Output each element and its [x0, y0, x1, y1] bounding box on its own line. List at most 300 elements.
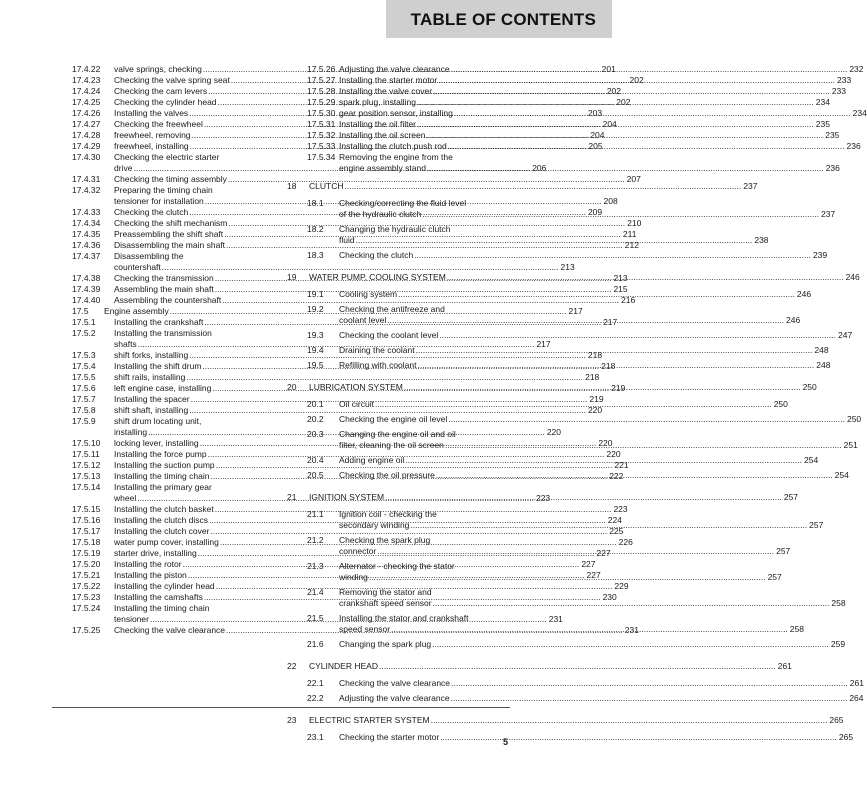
dot-leader	[440, 732, 837, 743]
toc-entry-number: 17.4.35	[72, 229, 101, 239]
toc-entry-text	[339, 289, 811, 300]
toc-entry	[72, 174, 641, 185]
toc-entry-title: Checking the cam levers	[114, 86, 208, 96]
toc-entry-title: shafts	[114, 339, 137, 349]
toc-chapter-text	[309, 715, 844, 726]
dot-leader	[344, 181, 741, 192]
toc-entry-line: Installing the primary gear	[114, 482, 212, 492]
dot-leader	[414, 250, 811, 261]
toc-entry-last-line	[339, 345, 829, 356]
toc-entry-title: Installing the valve cover	[339, 86, 433, 96]
toc-entry-text	[339, 613, 804, 635]
toc-entry-title: Installing the starter motor	[339, 75, 438, 85]
toc-entry	[307, 250, 828, 261]
dot-leader	[433, 86, 830, 97]
toc-entry-number: 17.4.37	[72, 251, 101, 261]
toc-entry-number: 17.5.33	[307, 141, 336, 151]
toc-entry-text	[339, 639, 845, 650]
toc-entry-last-line	[339, 399, 788, 410]
toc-entry-number: 21.5	[307, 613, 324, 623]
toc-entry-title: countershaft	[114, 262, 161, 272]
toc-chapter-text	[309, 492, 798, 503]
toc-entry-title: starter drive, installing	[114, 548, 197, 558]
toc-entry-title: Installing the clutch discs	[114, 515, 209, 525]
toc-entry-last-line	[339, 209, 835, 220]
toc-entry-line: Checking the spark plug	[339, 535, 431, 545]
toc-entry-line: Installing the timing chain	[114, 603, 210, 613]
toc-entry-title: freewheel, installing	[114, 141, 189, 151]
toc-entry-line: shift drum locating unit,	[114, 416, 202, 426]
toc-entry-page: 208	[603, 196, 618, 206]
toc-entry-title: shift rails, installing	[114, 372, 186, 382]
toc-entry-text	[339, 64, 864, 75]
toc-entry-page: 221	[614, 460, 629, 470]
page-number: 5	[503, 737, 509, 747]
toc-entry-number: 22.1	[307, 678, 324, 688]
toc-entry-number: 17.5.14	[72, 482, 101, 492]
toc-entry-last-line	[339, 315, 800, 326]
toc-entry-page: 236	[825, 163, 840, 173]
toc-entry-text	[339, 108, 867, 119]
dot-leader	[451, 693, 848, 704]
page-title: TABLE OF CONTENTS	[410, 10, 596, 29]
toc-entry-page: 223	[535, 493, 551, 503]
toc-entry-title: drive	[114, 163, 133, 173]
toc-entry-page: 202	[616, 97, 631, 107]
toc-entry-page: 217	[603, 317, 618, 327]
toc-entry-line: Removing the engine from the	[339, 152, 453, 162]
toc-entry-text	[339, 470, 849, 481]
toc-entry-title: water pump cover, installing	[114, 537, 219, 547]
toc-entry-number: 17.4.22	[72, 64, 101, 74]
toc-entry-number: 17.4.28	[72, 130, 101, 140]
toc-entry-title: Adjusting the valve clearance	[339, 64, 450, 74]
toc-entry-last-line	[339, 163, 840, 174]
toc-entry-text	[339, 678, 864, 689]
dot-leader	[417, 360, 814, 371]
toc-entry-title: tensioner	[114, 614, 149, 624]
toc-chapter-title: IGNITION SYSTEM	[309, 492, 385, 502]
toc-entry-title: Installing the camshafts	[114, 592, 203, 602]
toc-entry-title: crankshaft speed sensor	[339, 598, 432, 608]
toc-entry-title: Oil circuit	[339, 399, 374, 409]
toc-entry-page: 258	[831, 598, 846, 608]
toc-entry-title: valve springs, checking	[114, 64, 202, 74]
toc-entry-title: engine assembly stand	[339, 163, 426, 173]
toc-entry-number: 17.5.25	[72, 625, 101, 635]
toc-entry-number: 17.4.39	[72, 284, 101, 294]
toc-entry-page: 235	[815, 119, 830, 129]
toc-entry	[72, 526, 624, 537]
toc-entry-page: 251	[843, 440, 858, 450]
toc-entry-last-line	[339, 108, 867, 119]
entry-gap	[287, 261, 511, 265]
toc-entry-title: left engine case, installing	[114, 383, 212, 393]
toc-entry-title: Checking the timing assembly	[114, 174, 227, 184]
toc-entry-last-line	[339, 86, 846, 97]
toc-entry-last-line	[339, 75, 851, 86]
dot-leader	[436, 470, 833, 481]
toc-entry-title: of the hydraulic clutch	[339, 209, 422, 219]
toc-entry-number: 21.1	[307, 509, 324, 519]
toc-entry-page: 246	[786, 315, 801, 325]
toc-entry-title: coolant level	[339, 315, 387, 325]
toc-entry-title: Installing the clutch push rod	[339, 141, 447, 151]
dot-leader	[405, 455, 802, 466]
toc-entry-page: 213	[560, 262, 575, 272]
toc-entry-text	[339, 455, 818, 466]
toc-entry-last-line	[339, 330, 852, 341]
toc-entry-title: Checking the cylinder head	[114, 97, 217, 107]
toc-entry-page: 224	[607, 515, 622, 525]
toc-entry-page: 218	[587, 350, 603, 360]
toc-entry-number: 21.3	[307, 561, 324, 571]
toc-entry-number: 17.4.24	[72, 86, 101, 96]
toc-entry-text	[339, 429, 858, 451]
toc-entry-page: 227	[586, 570, 601, 580]
toc-entry-page: 231	[548, 614, 563, 624]
toc-entry-page: 258	[789, 624, 804, 634]
toc-entry-last-line	[339, 130, 839, 141]
toc-entry-number: 17.4.26	[72, 108, 101, 118]
dot-leader	[404, 382, 801, 393]
toc-chapter-page: 237	[743, 181, 758, 191]
toc-chapter-page: 246	[845, 272, 860, 282]
toc-entry-page: 213	[613, 273, 628, 283]
toc-chapter-title: CLUTCH	[309, 181, 344, 191]
toc-entry-last-line	[339, 598, 846, 609]
toc-entry-title: shift shaft, installing	[114, 405, 189, 415]
toc-entry-title: Installing the timing chain	[114, 471, 210, 481]
toc-header-band	[386, 0, 612, 38]
footer-divider	[52, 707, 510, 708]
toc-entry-number: 17.5.20	[72, 559, 101, 569]
toc-entry-title: Adding engine oil	[339, 455, 405, 465]
toc-entry-last-line	[339, 64, 864, 75]
toc-entry-page: 202	[606, 86, 622, 96]
toc-entry-number: 20.5	[307, 470, 324, 480]
toc-entry-page: 226	[618, 537, 633, 547]
toc-entry-page: 264	[849, 693, 864, 703]
toc-entry	[307, 732, 854, 743]
toc-entry-number: 17.4.25	[72, 97, 101, 107]
toc-entry-number: 19.4	[307, 345, 324, 355]
toc-entry-page: 248	[816, 360, 831, 370]
toc-entry-title: Installing the shift drum	[114, 361, 202, 371]
toc-entry-text	[339, 509, 823, 531]
toc-entry-title: Installing the clutch basket	[114, 504, 214, 514]
toc-entry-text	[339, 130, 839, 141]
toc-entry-number: 17.5.29	[307, 97, 336, 107]
toc-entry-title: Installing the piston	[114, 570, 187, 580]
toc-chapter	[287, 715, 844, 726]
toc-entry-page: 204	[602, 119, 617, 129]
toc-entry-page: 257	[776, 546, 791, 556]
dot-leader	[379, 661, 776, 672]
toc-entry-title: installing	[114, 427, 148, 437]
toc-entry-title: Checking the valve clearance	[339, 678, 451, 688]
toc-entry-text	[339, 198, 835, 220]
dot-leader	[448, 141, 845, 152]
toc-entry-number: 18.3	[307, 250, 324, 260]
toc-entry-number: 17.4.31	[72, 174, 101, 184]
toc-entry-text	[339, 250, 827, 261]
toc-chapter-number: 23	[287, 715, 297, 725]
toc-chapter-text	[309, 382, 817, 393]
toc-entry-title: freewheel, removing	[114, 130, 191, 140]
toc-entry-title: Changing the spark plug	[339, 639, 432, 649]
entry-gap	[287, 650, 511, 654]
toc-entry-page: 218	[601, 361, 616, 371]
toc-entry-title: Checking the valve clearance	[114, 625, 226, 635]
toc-entry-page: 220	[598, 438, 613, 448]
toc-entry-page: 206	[532, 163, 547, 173]
toc-entry-line: Checking/correcting the fluid level	[339, 198, 467, 208]
toc-entry-page: 202	[629, 75, 644, 85]
toc-entry-page: 233	[831, 86, 847, 96]
toc-entry-number: 21.6	[307, 639, 324, 649]
dot-leader	[422, 209, 819, 220]
toc-chapter-number: 21	[287, 492, 297, 502]
toc-entry-last-line	[339, 440, 858, 451]
dot-leader	[391, 624, 788, 635]
toc-entry-page: 254	[803, 455, 819, 465]
toc-entry-page: 235	[825, 130, 840, 140]
toc-chapter-line	[309, 272, 860, 283]
toc-entry	[72, 372, 600, 383]
toc-entry-title: Cooling system	[339, 289, 398, 299]
toc-entry-title: Checking the oil pressure	[339, 470, 435, 480]
toc-entry-title: speed sensor	[339, 624, 391, 634]
dot-leader	[433, 598, 830, 609]
toc-entry-title: secondary winding	[339, 520, 410, 530]
toc-entry-title: Installing the spacer	[114, 394, 190, 404]
toc-entry-title: gear position sensor, installing	[339, 108, 453, 118]
toc-chapter-page: 265	[829, 715, 844, 725]
toc-entry-title: Checking the engine oil level	[339, 414, 448, 424]
dot-leader	[377, 546, 774, 557]
toc-entry-page: 261	[849, 678, 864, 688]
toc-chapter-page: 250	[802, 382, 817, 392]
toc-entry-line: Changing the hydraulic clutch	[339, 224, 451, 234]
toc-entry-last-line	[339, 732, 853, 743]
toc-entry	[307, 639, 846, 650]
toc-entry-title: Checking the shift mechanism	[114, 218, 228, 228]
toc-entry	[307, 693, 864, 704]
toc-entry-number: 17.5.10	[72, 438, 101, 448]
toc-entry-number: 17.5.5	[72, 372, 96, 382]
toc-entry-page: 234	[852, 108, 867, 118]
toc-entry-last-line	[339, 470, 849, 481]
toc-entry-number: 20.2	[307, 414, 324, 424]
toc-entry-text	[339, 97, 830, 108]
toc-entry-number: 17.5.2	[72, 328, 96, 338]
toc-entry-title: Preassembling the shift shaft	[114, 229, 224, 239]
toc-entry-last-line	[339, 414, 861, 425]
toc-entry-number: 17.5.26	[307, 64, 336, 74]
toc-chapter	[287, 661, 792, 672]
toc-chapter-line	[309, 492, 798, 503]
entry-gap	[287, 371, 511, 375]
toc-entry-title: Installing the valves	[114, 108, 189, 118]
toc-entry-text	[339, 86, 846, 97]
toc-entry-number: 17.5.13	[72, 471, 101, 481]
toc-entry-number: 17.4.27	[72, 119, 101, 129]
toc-entry-number: 18.1	[307, 198, 324, 208]
toc-entry-page: 246	[796, 289, 812, 299]
toc-entry-text	[339, 587, 846, 609]
toc-entry-text	[339, 693, 864, 704]
dot-leader	[369, 572, 766, 583]
toc-entry-number: 17.5.18	[72, 537, 101, 547]
toc-entry-title: Checking the clutch	[339, 250, 414, 260]
toc-entry-number: 17.5	[72, 306, 89, 316]
toc-entry-page: 218	[585, 372, 600, 382]
toc-entry-title: connector	[339, 546, 377, 556]
toc-entry-number: 17.4.29	[72, 141, 101, 151]
toc-entry-number: 17.5.23	[72, 592, 101, 602]
toc-entry-page: 203	[587, 108, 603, 118]
entry-gap	[287, 743, 511, 747]
toc-entry-number: 17.4.34	[72, 218, 101, 228]
toc-chapter-line	[309, 181, 757, 192]
toc-entry-line: Checking the electric starter	[114, 152, 220, 162]
toc-entry-last-line	[339, 693, 864, 704]
toc-entry-page: 210	[627, 218, 642, 228]
toc-entry-page: 220	[606, 449, 621, 459]
toc-entry-title: winding	[339, 572, 368, 582]
toc-entry-page: 216	[621, 295, 636, 305]
toc-entry-last-line	[339, 678, 864, 689]
toc-entry-number: 17.5.8	[72, 405, 96, 415]
toc-entry-page: 205	[588, 141, 603, 151]
toc-entry-number: 17.5.27	[307, 75, 336, 85]
toc-entry-title: filter, cleaning the oil screen	[339, 440, 444, 450]
toc-chapter-page: 261	[777, 661, 792, 671]
dot-leader	[432, 639, 829, 650]
toc-entry-last-line	[339, 141, 861, 152]
toc-entry-text	[339, 399, 788, 410]
toc-entry-text	[339, 75, 851, 86]
toc-entry-number: 17.5.6	[72, 383, 96, 393]
toc-chapter-number: 18	[287, 181, 297, 191]
toc-chapter-page: 257	[783, 492, 799, 502]
toc-entry-page: 207	[626, 174, 641, 184]
toc-entry-text	[339, 414, 861, 425]
toc-entry-last-line	[339, 289, 811, 300]
toc-entry-number: 17.5.24	[72, 603, 101, 613]
toc-entry-line: Alternator - checking the stator	[339, 561, 455, 571]
toc-entry-text	[339, 360, 830, 371]
toc-entry-page: 204	[590, 130, 605, 140]
toc-entry-last-line	[339, 360, 830, 371]
toc-entry-number: 19.3	[307, 330, 324, 340]
toc-entry-number: 17.5.17	[72, 526, 101, 536]
toc-entry-title: Installing the oil filter	[339, 119, 417, 129]
toc-entry-number: 23.1	[307, 732, 324, 742]
toc-entry-title: Installing the force pump	[114, 449, 207, 459]
toc-entry-number: 20.3	[307, 429, 324, 439]
toc-entry-page: 229	[614, 581, 629, 591]
dot-leader	[445, 440, 842, 451]
toc-entry-number: 17.5.12	[72, 460, 101, 470]
toc-entry	[307, 678, 864, 689]
toc-entry-line: Ignition coil - checking the	[339, 509, 437, 519]
toc-entry-page: 227	[596, 548, 611, 558]
dot-leader	[451, 64, 848, 75]
toc-entry-last-line	[339, 639, 845, 650]
toc-entry-text	[339, 119, 830, 130]
toc-entry-line: Checking the antifreeze and	[339, 304, 445, 314]
toc-entry-number: 17.4.33	[72, 207, 101, 217]
toc-entry-page: 219	[611, 383, 626, 393]
toc-entry-line: Disassembling the	[114, 251, 184, 261]
toc-entry-text	[339, 152, 840, 174]
toc-entry-title: fluid	[339, 235, 355, 245]
toc-entry-title: Installing the rotor	[114, 559, 182, 569]
toc-entry-page: 247	[837, 330, 853, 340]
dot-leader	[439, 330, 836, 341]
dot-leader	[438, 75, 835, 86]
toc-entry-title: Disassembling the main shaft	[114, 240, 226, 250]
toc-entry-line: Preparing the timing chain	[114, 185, 213, 195]
toc-entry-last-line	[339, 572, 782, 583]
dot-leader	[416, 345, 813, 356]
toc-entry-text	[339, 732, 853, 743]
toc-entry-page: 225	[609, 526, 624, 536]
toc-entry-number: 17.5.7	[72, 394, 96, 404]
toc-entry-number: 17.5.22	[72, 581, 101, 591]
toc-entry-page: 234	[815, 97, 830, 107]
dot-leader	[451, 678, 848, 689]
toc-entry-page: 265	[838, 732, 854, 742]
dot-leader	[454, 108, 851, 119]
toc-entry-page: 232	[849, 64, 864, 74]
toc-entry-line: Changing the engine oil and oil	[339, 429, 456, 439]
toc-entry-number: 17.4.36	[72, 240, 101, 250]
toc-entry-title: Checking the clutch	[114, 207, 189, 217]
toc-entry-title: Installing the crankshaft	[114, 317, 204, 327]
toc-entry-title: wheel	[114, 493, 137, 503]
toc-entry-last-line	[339, 455, 818, 466]
toc-entry-number: 17.5.9	[72, 416, 96, 426]
toc-entry-title: Checking the starter motor	[339, 732, 440, 742]
toc-entry-title: Installing the suction pump	[114, 460, 215, 470]
toc-entry-page: 239	[812, 250, 828, 260]
toc-chapter-line	[309, 715, 844, 726]
toc-entry-text	[339, 141, 861, 152]
toc-entry-number: 17.5.1	[72, 317, 96, 327]
toc-entry-page: 209	[587, 207, 603, 217]
toc-entry-title: shift forks, installing	[114, 350, 189, 360]
toc-entry-page: 230	[602, 592, 617, 602]
toc-entry	[307, 330, 853, 341]
toc-entry	[307, 414, 862, 425]
toc-chapter	[287, 181, 758, 192]
toc-entry-text	[339, 345, 829, 356]
toc-entry-number: 17.5.3	[72, 350, 96, 360]
toc-entry-last-line	[339, 546, 790, 557]
toc-entry-text	[339, 535, 790, 557]
dot-leader	[410, 520, 807, 531]
toc-entry-number: 17.4.40	[72, 295, 101, 305]
dot-leader	[387, 315, 784, 326]
dot-leader	[417, 97, 814, 108]
toc-entry-number: 17.4.38	[72, 273, 101, 283]
toc-entry-number: 18.2	[307, 224, 324, 234]
toc-chapter-line	[309, 661, 792, 672]
toc-chapter-number: 19	[287, 272, 297, 282]
